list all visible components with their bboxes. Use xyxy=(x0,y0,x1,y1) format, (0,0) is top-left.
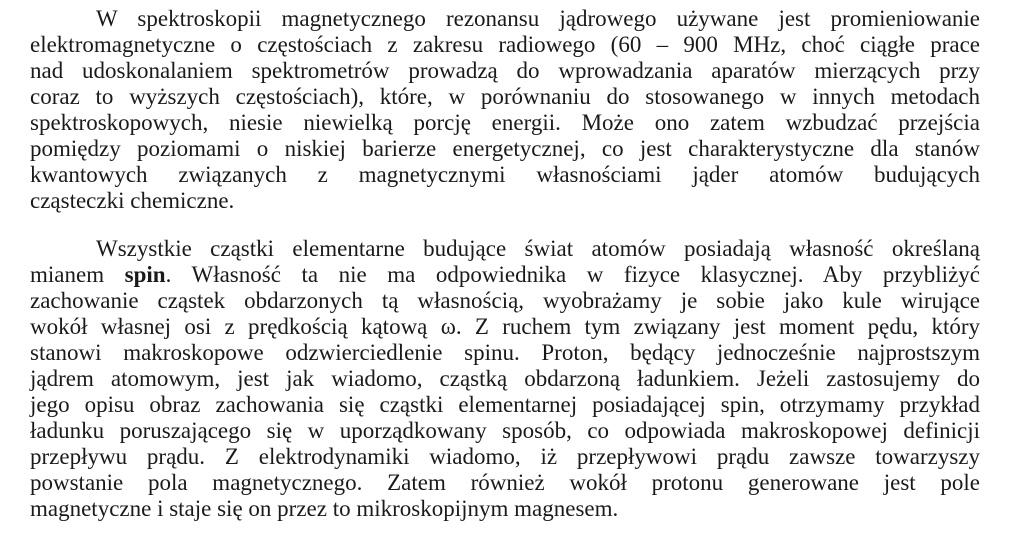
paragraph-1-line-8: cząsteczki chemiczne. xyxy=(30,188,235,213)
paragraph-2-line-10: powstanie pola magnetycznego. Zatem również wokół protonu generowane jest pole xyxy=(30,470,980,495)
paragraph-2-line-8: ładunku poruszającego się w uporządkowany sposób, co odpowiada makroskopowej definicji xyxy=(30,418,980,443)
paragraph-2-line-2-suffix: . Własność ta nie ma odpowiednika w fizyce klasycznej. Aby przybliżyć xyxy=(165,262,980,287)
term-spin: spin xyxy=(124,262,166,287)
paragraph-2-line-1: Wszystkie cząstki elementarne budujące świat atomów posiadają własność określaną xyxy=(96,236,980,261)
paragraph-2-line-2-prefix: mianem xyxy=(30,262,105,287)
paragraph-1-line-1: W spektroskopii magnetycznego rezonansu jądrowego używane jest promieniowanie xyxy=(96,6,980,31)
paragraph-2-line-3: zachowanie cząstek obdarzonych tą własnością, wyobrażamy je sobie jako kule wirujące xyxy=(30,288,980,313)
paragraph-1-line-2: elektromagnetyczne o częstościach z zakresu radiowego (60 – 900 MHz, choć ciągłe prace xyxy=(30,32,980,57)
paragraph-2-line-6: jądrem atomowym, jest jak wiadomo, cząstką obdarzoną ładunkiem. Jeżeli zastosujemy do xyxy=(30,366,980,391)
paragraph-2-line-2 xyxy=(30,262,980,288)
paragraph-1-line-7: kwantowych związanych z magnetycznymi własnościami jąder atomów budujących xyxy=(30,162,980,187)
paragraph-1-line-6: pomiędzy poziomami o niskiej barierze energetycznej, co jest charakterystyczne dla stanów xyxy=(30,136,980,161)
paragraph-1-line-4: coraz to wyższych częstościach), które, w porównaniu do stosowanego w innych metodach xyxy=(30,84,980,109)
paragraph-2-line-11: magnetyczne i staje się on przez to mikroskopijnym magnesem. xyxy=(30,496,619,521)
paragraph-1-line-5: spektroskopowych, niesie niewielką porcję energii. Może ono zatem wzbudzać przejścia xyxy=(30,110,980,135)
paragraph-2-line-7: jego opisu obraz zachowania się cząstki elementarnej posiadającej spin, otrzymamy przykład xyxy=(30,392,980,417)
paragraph-2-line-9: przepływu prądu. Z elektrodynamiki wiadomo, iż przepływowi prądu zawsze towarzyszy xyxy=(30,444,980,469)
paragraph-2-line-4: wokół własnej osi z prędkością kątową ω. Z ruchem tym związany jest moment pędu, który xyxy=(30,314,980,339)
paragraph-2-line-5: stanowi makroskopowe odzwierciedlenie spinu. Proton, będący jednocześnie najprostszym xyxy=(30,340,980,365)
paragraph-1-line-3: nad udoskonalaniem spektrometrów prowadzą do wprowadzania aparatów mierzących przy xyxy=(30,58,980,83)
